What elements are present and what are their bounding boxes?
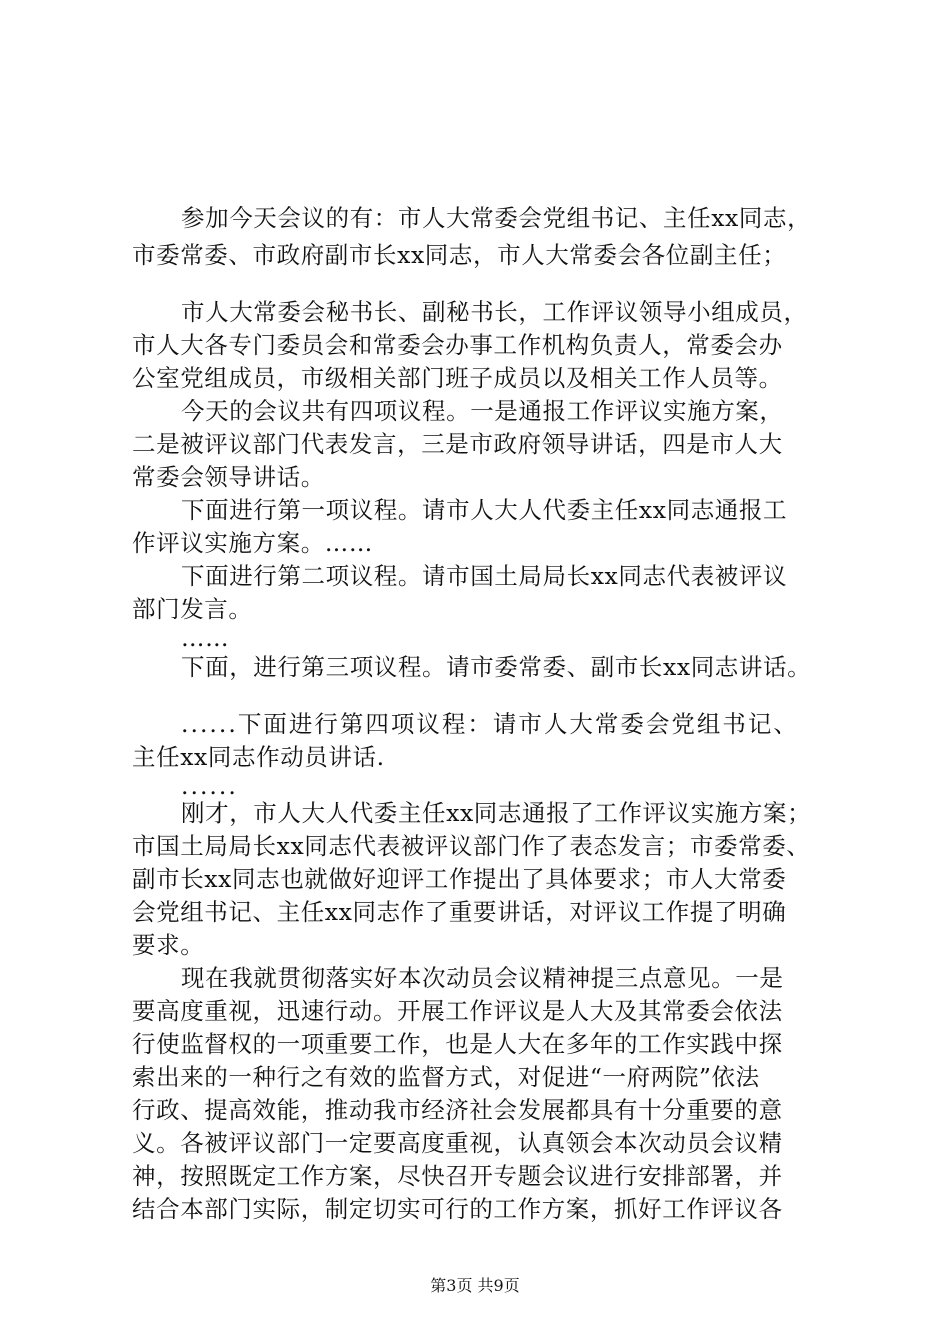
paragraph-line: 主任xx同志作动员讲话. [132,743,385,771]
paragraph-line: 要求。 [132,931,205,959]
paragraph-line: 二是被评议部门代表发言，三是市政府领导讲话，四是市人大 [132,430,783,458]
paragraph-line: ......下面进行第四项议程：请市人大常委会党组书记、 [181,710,799,738]
ellipsis-line: …… [181,624,230,652]
paragraph-line: 行政、提高效能，推动我市经济社会发展都具有十分重要的意 [132,1096,783,1124]
paragraph-line: 市人大常委会秘书长、副秘书长，工作评议领导小组成员， [181,298,808,326]
paragraph-line: 市人大各专门委员会和常委会办事工作机构负责人，常委会办 [132,331,783,359]
page-number-footer: 第3页 共9页 [430,1276,520,1295]
paragraph-line: 索出来的一种行之有效的监督方式，对促进“一府两院”依法 [132,1063,760,1091]
paragraph-line: 现在我就贯彻落实好本次动员会议精神提三点意见。一是 [181,964,784,992]
paragraph-line: 作评议实施方案。…… [132,529,373,557]
paragraph-line: 副市长xx同志也就做好迎评工作提出了具体要求；市人大常委 [132,865,787,893]
paragraph-line: 下面，进行第三项议程。请市委常委、副市长xx同志讲话。 [181,653,812,681]
paragraph-line: 下面进行第二项议程。请市国土局局长xx同志代表被评议 [181,562,788,590]
paragraph-line: 部门发言。 [132,595,253,623]
paragraph-line: 常委会领导讲话。 [132,463,325,491]
paragraph-line: 下面进行第一项议程。请市人大人代委主任xx同志通报工 [181,496,788,524]
paragraph-line: 行使监督权的一项重要工作，也是人大在多年的工作实践中探 [132,1030,783,1058]
paragraph-line: 市委常委、市政府副市长xx同志，市人大常委会各位副主任； [132,241,787,269]
paragraph-line: 义。各被评议部门一定要高度重视，认真领会本次动员会议精 [132,1129,783,1157]
paragraph-line: 市国土局局长xx同志代表被评议部门作了表态发言；市委常委、 [132,832,811,860]
paragraph-line: 今天的会议共有四项议程。一是通报工作评议实施方案， [181,397,784,425]
paragraph-line: 刚才，市人大人代委主任xx同志通报了工作评议实施方案； [181,799,812,827]
paragraph-line: 神，按照既定工作方案，尽快召开专题会议进行安排部署，并 [132,1162,783,1190]
ellipsis-line: ...... [181,772,238,800]
paragraph-line: 结合本部门实际，制定切实可行的工作方案，抓好工作评议各 [132,1195,783,1223]
paragraph-line: 公室党组成员，市级相关部门班子成员以及相关工作人员等。 [132,364,783,392]
paragraph-line: 要高度重视，迅速行动。开展工作评议是人大及其常委会依法 [132,997,783,1025]
paragraph-line: 会党组书记、主任xx同志作了重要讲话，对评议工作提了明确 [132,898,787,926]
paragraph-line: 参加今天会议的有：市人大常委会党组书记、主任xx同志， [181,204,812,232]
